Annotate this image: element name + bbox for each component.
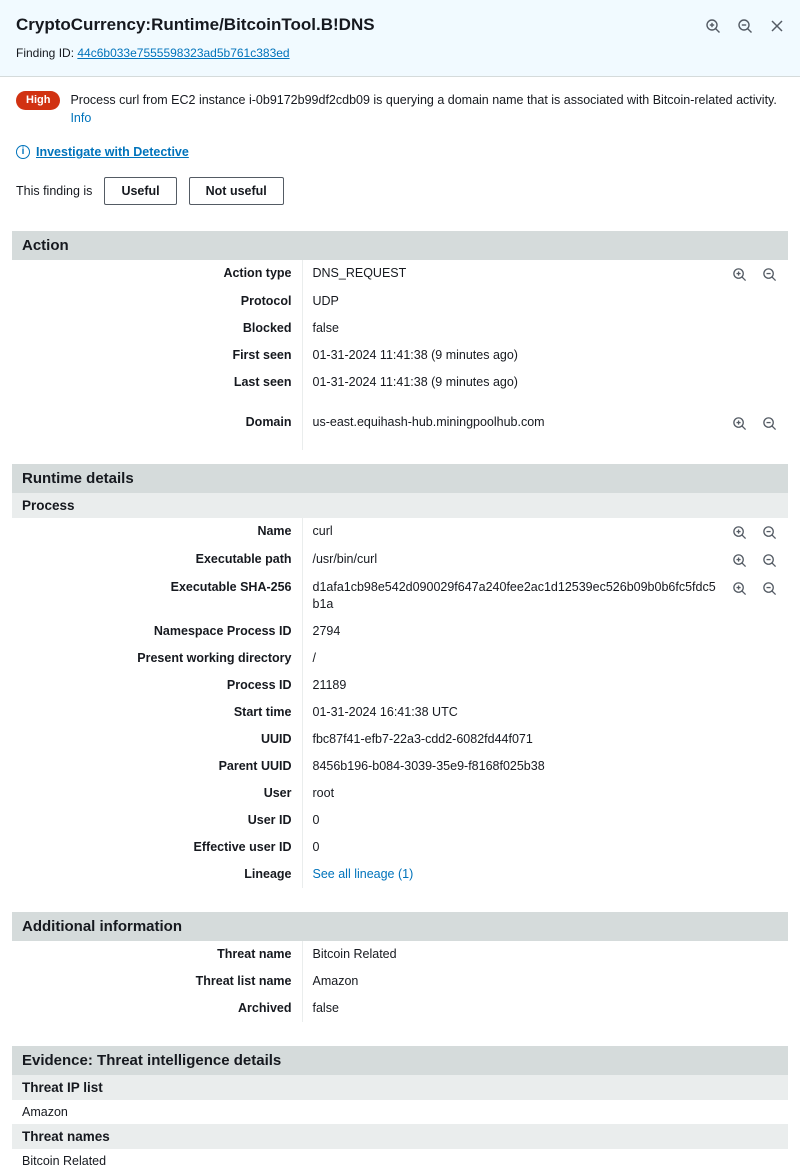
- zoom-out-icon[interactable]: [736, 17, 754, 35]
- threat-names-value: Bitcoin Related: [22, 1154, 107, 1168]
- severity-description-wrap: [70, 91, 784, 127]
- row-key: User ID: [247, 813, 292, 827]
- row-icons: [723, 288, 788, 315]
- row-key: Lineage: [244, 867, 292, 881]
- table-row: [12, 699, 788, 726]
- table-row: [12, 753, 788, 780]
- row-key: Present working directory: [137, 651, 292, 665]
- row-icons: [723, 396, 788, 450]
- additional-information-section: [12, 912, 788, 1022]
- row-icons: [723, 315, 788, 342]
- finding-panel-header: [0, 0, 800, 77]
- row-key: Archived: [238, 1001, 292, 1015]
- row-value: Bitcoin Related: [302, 941, 726, 968]
- row-value: 0: [302, 807, 723, 834]
- row-icons: [723, 546, 788, 574]
- row-value: d1afa1cb98e542d090029f647a240fee2ac1d12539ec526b09b0b6fc5fdc5b1a: [302, 574, 723, 618]
- row-icons: [723, 780, 788, 807]
- row-value: 8456b196-b084-3039-35e9-f8168f025b38: [302, 753, 723, 780]
- table-row: [12, 941, 788, 968]
- row-value: 0: [302, 834, 723, 861]
- row-key: Process ID: [226, 678, 292, 692]
- zoom-out-icon[interactable]: [760, 414, 778, 432]
- investigate-with-detective-label[interactable]: Investigate with Detective: [36, 145, 189, 159]
- row-icons: [726, 941, 788, 968]
- row-icons: [723, 807, 788, 834]
- row-icons: [723, 726, 788, 753]
- row-value: UDP: [302, 288, 723, 315]
- zoom-out-icon[interactable]: [760, 579, 778, 597]
- threat-names-title: Threat names: [12, 1124, 788, 1149]
- runtime-details-title: Runtime details: [12, 464, 788, 493]
- row-key: First seen: [232, 348, 292, 362]
- table-row: [12, 396, 788, 450]
- zoom-in-icon[interactable]: [731, 414, 749, 432]
- table-row: [12, 342, 788, 369]
- zoom-in-icon[interactable]: [731, 523, 749, 541]
- finding-feedback: [0, 163, 800, 221]
- row-value: false: [302, 315, 723, 342]
- row-icons: [723, 753, 788, 780]
- row-icons: [723, 260, 788, 288]
- close-icon[interactable]: [768, 17, 786, 35]
- row-key: Start time: [233, 705, 292, 719]
- row-key: Threat list name: [195, 974, 292, 988]
- table-row: [12, 288, 788, 315]
- additional-information-table: [12, 941, 788, 1022]
- additional-information-title: Additional information: [12, 912, 788, 941]
- table-row: [12, 995, 788, 1022]
- action-table: [12, 260, 788, 450]
- threat-ip-list-title: Threat IP list: [12, 1075, 788, 1100]
- row-icons: [723, 618, 788, 645]
- zoom-in-icon[interactable]: [704, 17, 722, 35]
- zoom-out-icon[interactable]: [760, 551, 778, 569]
- useful-button[interactable]: Useful: [104, 177, 176, 205]
- evidence-section: [12, 1046, 788, 1173]
- info-link[interactable]: Info: [70, 111, 92, 125]
- row-icons: [723, 574, 788, 618]
- finding-id: [16, 46, 784, 60]
- table-row: [12, 807, 788, 834]
- info-circle-icon: i: [16, 145, 30, 159]
- table-row: [12, 546, 788, 574]
- row-value: 01-31-2024 11:41:38 (9 minutes ago): [302, 342, 723, 369]
- process-subsection-title: Process: [12, 493, 788, 518]
- row-key: Protocol: [240, 294, 292, 308]
- row-value: 2794: [302, 618, 723, 645]
- table-row: [12, 968, 788, 995]
- row-key: Action type: [223, 266, 292, 280]
- zoom-out-icon[interactable]: [760, 523, 778, 541]
- runtime-details-section: [12, 464, 788, 888]
- severity-banner: [0, 77, 800, 139]
- table-row: [12, 369, 788, 396]
- table-row: [12, 260, 788, 288]
- row-icons: [726, 968, 788, 995]
- page-title: CryptoCurrency:Runtime/BitcoinTool.B!DNS: [16, 15, 375, 34]
- row-value: curl: [302, 518, 723, 546]
- row-icons: [723, 672, 788, 699]
- table-row: [12, 518, 788, 546]
- table-row: [12, 834, 788, 861]
- table-row: [12, 574, 788, 618]
- process-table: [12, 518, 788, 888]
- row-value: /: [302, 645, 723, 672]
- feedback-label: This finding is: [16, 184, 93, 198]
- zoom-in-icon[interactable]: [731, 265, 749, 283]
- row-key: Namespace Process ID: [153, 624, 292, 638]
- threat-ip-list-value: Amazon: [22, 1105, 68, 1119]
- finding-id-label: Finding ID:: [16, 46, 75, 60]
- row-key: Blocked: [242, 321, 292, 335]
- table-row: [12, 861, 788, 888]
- zoom-in-icon[interactable]: [731, 551, 749, 569]
- not-useful-button[interactable]: Not useful: [189, 177, 284, 205]
- row-icons: [723, 518, 788, 546]
- header-icon-group: [704, 17, 786, 35]
- row-icons: [723, 369, 788, 396]
- row-value: DNS_REQUEST: [302, 260, 723, 288]
- row-key: Name: [257, 524, 292, 538]
- zoom-out-icon[interactable]: [760, 265, 778, 283]
- see-all-lineage-link[interactable]: See all lineage (1): [312, 867, 414, 881]
- row-value: us-east.equihash-hub.miningpoolhub.com: [302, 396, 723, 450]
- action-section: [12, 231, 788, 450]
- action-section-title: Action: [12, 231, 788, 260]
- table-row: [12, 618, 788, 645]
- row-key: Parent UUID: [218, 759, 292, 773]
- row-value: fbc87f41-efb7-22a3-cdd2-6082fd44f071: [302, 726, 723, 753]
- finding-id-value[interactable]: 44c6b033e7555598323ad5b761c383ed: [77, 46, 290, 60]
- row-value: false: [302, 995, 726, 1022]
- row-icons: [723, 834, 788, 861]
- row-icons: [723, 861, 788, 888]
- row-icons: [723, 645, 788, 672]
- evidence-title: Evidence: Threat intelligence details: [12, 1046, 788, 1075]
- table-row: [12, 315, 788, 342]
- row-value: Amazon: [302, 968, 726, 995]
- row-key: Executable SHA-256: [170, 580, 292, 594]
- zoom-in-icon[interactable]: [731, 579, 749, 597]
- row-key: Effective user ID: [193, 840, 292, 854]
- row-key: User: [263, 786, 292, 800]
- table-row: [12, 726, 788, 753]
- row-value: 01-31-2024 16:41:38 UTC: [302, 699, 723, 726]
- row-icons: [723, 342, 788, 369]
- row-value: 01-31-2024 11:41:38 (9 minutes ago): [302, 369, 723, 396]
- investigate-with-detective[interactable]: [0, 139, 800, 163]
- row-value: 21189: [302, 672, 723, 699]
- row-key: Domain: [245, 415, 292, 429]
- row-value: root: [302, 780, 723, 807]
- row-key: Last seen: [233, 375, 292, 389]
- status-badge: High: [16, 91, 60, 110]
- table-row: [12, 672, 788, 699]
- row-key: UUID: [260, 732, 292, 746]
- table-row: [12, 645, 788, 672]
- table-row: [12, 780, 788, 807]
- row-value: /usr/bin/curl: [302, 546, 723, 574]
- row-icons: [723, 699, 788, 726]
- row-value: [302, 861, 723, 888]
- row-key: Executable path: [195, 552, 292, 566]
- row-key: Threat name: [217, 947, 292, 961]
- severity-description: Process curl from EC2 instance i-0b9172b99df2cdb09 is querying a domain name that is associated with Bitcoin-related activity.: [70, 93, 777, 107]
- row-icons: [726, 995, 788, 1022]
